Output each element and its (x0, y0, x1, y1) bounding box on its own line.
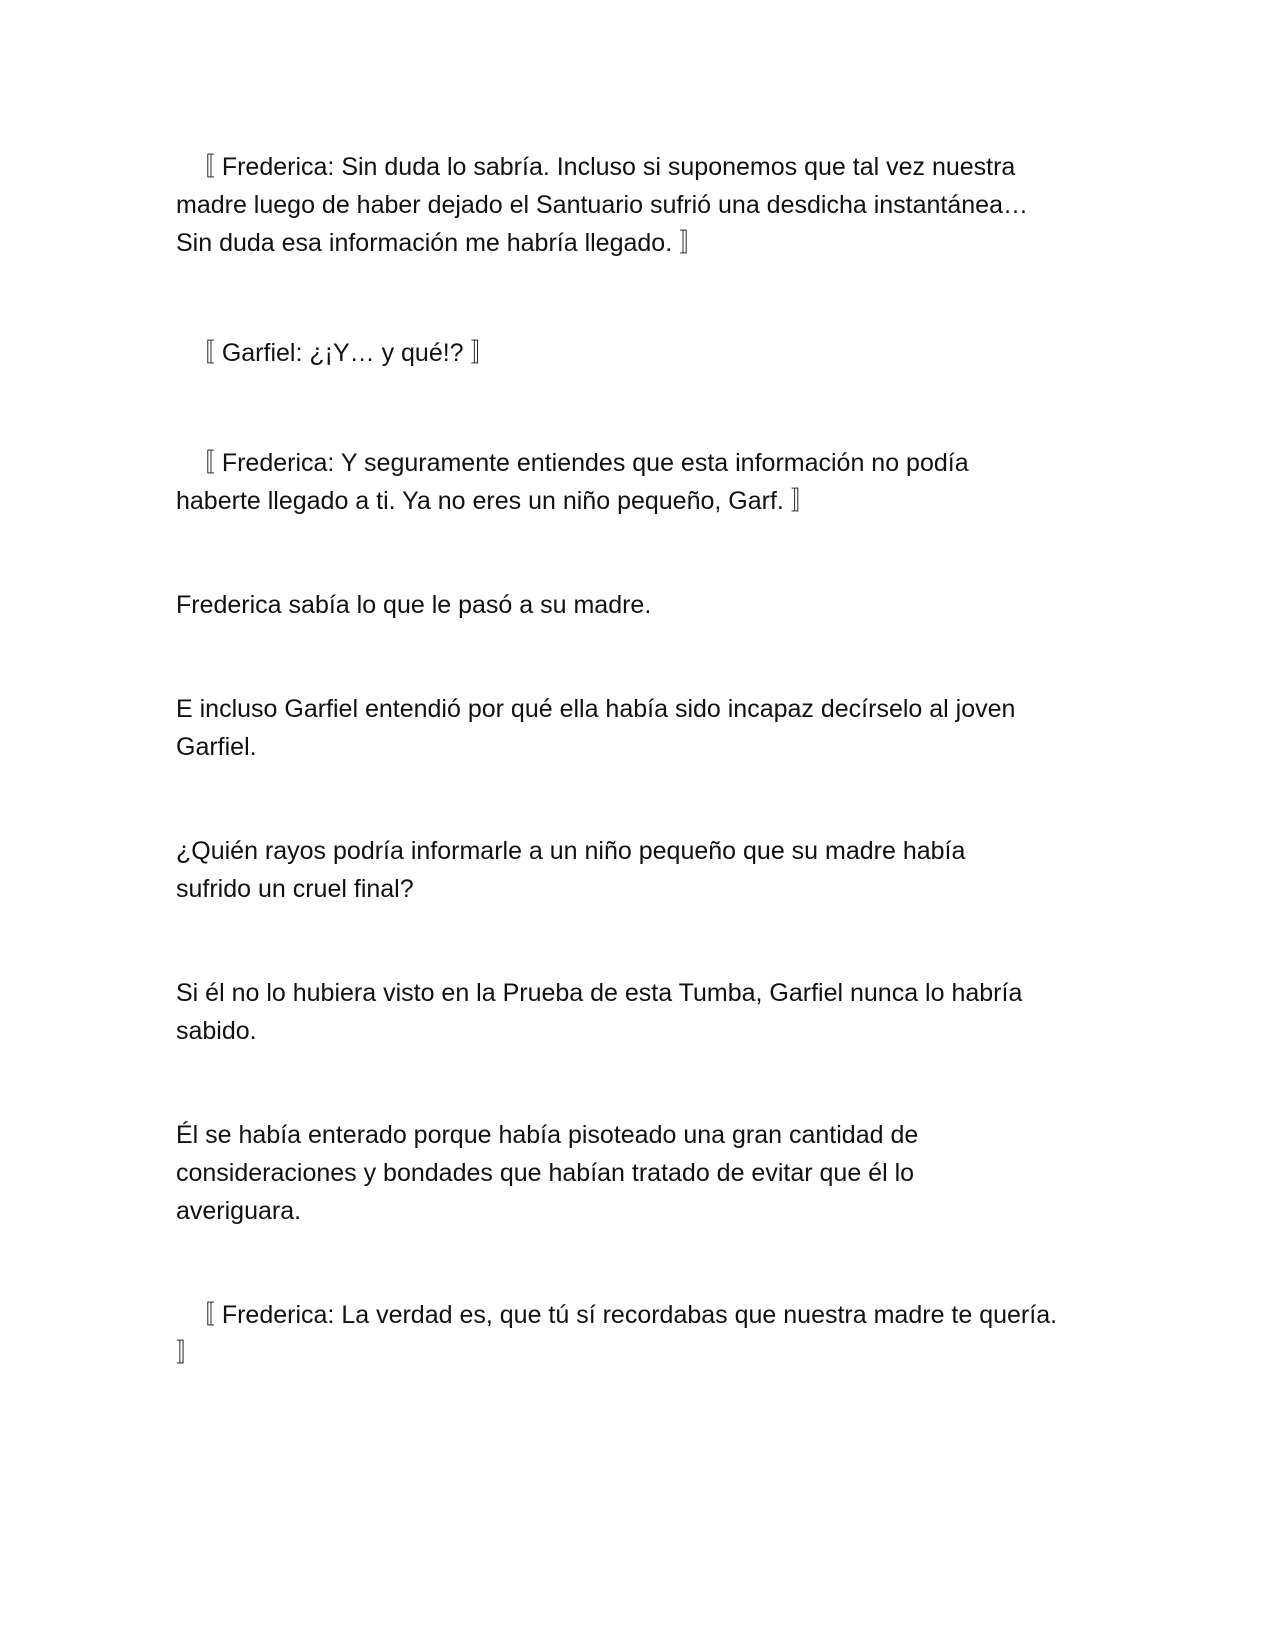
dialogue-frederica-3: 〚 Frederica: La verdad es, que tú sí recordabas que nuestra madre te quería. 〛 (176, 1301, 1058, 1367)
dialogue-frederica-2: 〚 Frederica: Y seguramente entiendes que esta información no podía haberte llegado a ti. Ya no eres un niño pequeño, Garf. 〛 (176, 449, 969, 515)
narration-paragraph: Él se había enterado porque había pisoteado una gran cantidad de consideraciones y bondades que habían tratado de evitar que él lo averiguara. (176, 1121, 919, 1225)
narration-paragraph: Frederica sabía lo que le pasó a su madre. (176, 591, 652, 619)
dialogue-frederica-1: 〚 Frederica: Sin duda lo sabría. Incluso si suponemos que tal vez nuestra madre luego de haber dejado el Santuario sufrió una desdicha instantánea… Sin duda esa información me habría llegado. 〛 (176, 153, 1028, 257)
narration-paragraph: E incluso Garfiel entendió por qué ella había sido incapaz decírselo al joven Garfiel. (176, 695, 1016, 761)
document-body (176, 148, 1106, 1372)
narration-paragraph: ¿Quién rayos podría informarle a un niño pequeño que su madre había sufrido un cruel final? (176, 837, 966, 903)
narration-paragraph: Si él no lo hubiera visto en la Prueba de esta Tumba, Garfiel nunca lo habría sabido. (176, 979, 1023, 1045)
dialogue-garfiel-1: 〚 Garfiel: ¿¡Y… y qué!? 〛 (176, 339, 496, 367)
